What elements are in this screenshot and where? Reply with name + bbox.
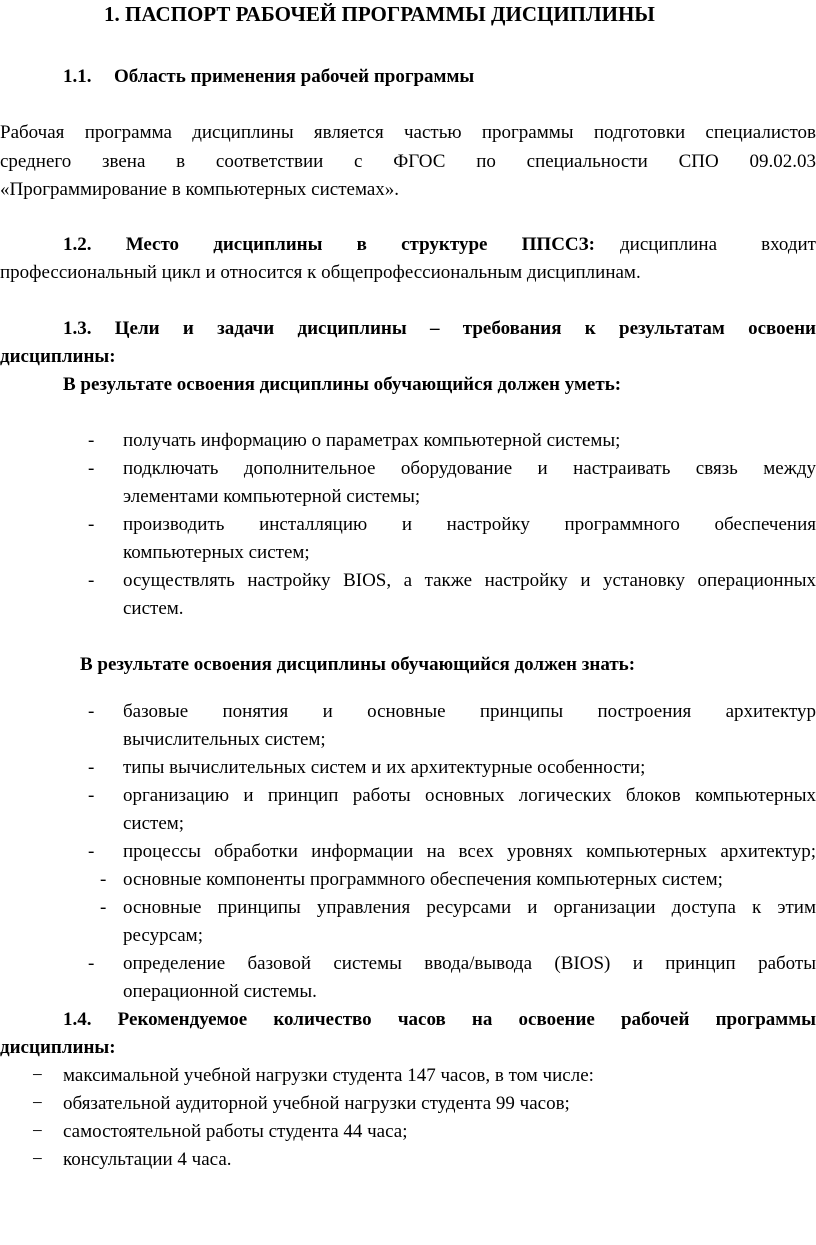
section-1-1-number: 1.1. (63, 66, 92, 87)
section-1-1-text-line: Рабочая программа дисциплины является частью программы подготовки специалистов (0, 122, 816, 143)
list-bullet: − (32, 1093, 43, 1114)
list-bullet: − (32, 1121, 43, 1142)
list-bullet: - (88, 785, 95, 806)
list-item-continuation: систем; (123, 813, 185, 834)
list-bullet: - (88, 701, 95, 722)
section-1-4-heading: 1.4. Рекомендуемое количество часов на освоение рабочей программы (63, 1009, 816, 1030)
list-item-continuation: ресурсам; (123, 925, 203, 946)
list-bullet: - (88, 458, 95, 479)
list-bullet: − (32, 1149, 43, 1170)
section-1-1-text-line: «Программирование в компьютерных системах». (0, 179, 400, 200)
section-1-1-heading: Область применения рабочей программы (114, 66, 475, 87)
list-bullet: - (88, 953, 95, 974)
page-title: 1. ПАСПОРТ РАБОЧЕЙ ПРОГРАММЫ ДИСЦИПЛИНЫ (104, 2, 655, 26)
list-item-continuation: компьютерных систем; (123, 542, 310, 563)
list-item-continuation: операционной системы. (123, 981, 317, 1002)
list-bullet: - (100, 897, 107, 918)
list-item: определение базовой системы ввода/вывода (BIOS) и принцип работы (123, 953, 816, 974)
list-item: организацию и принцип работы основных логических блоков компьютерных (123, 785, 816, 806)
list-bullet: − (32, 1065, 43, 1086)
list-bullet: - (88, 430, 95, 451)
section-1-2-text: профессиональный цикл и относится к общепрофессиональным дисциплинам. (0, 262, 641, 283)
list-item: основные компоненты программного обеспечения компьютерных систем; (123, 869, 723, 890)
list-bullet: - (88, 757, 95, 778)
list-item: типы вычислительных систем и их архитектурные особенности; (123, 757, 646, 778)
hours-item: консультации 4 часа. (63, 1149, 232, 1170)
list-bullet: - (88, 514, 95, 535)
list-item: базовые понятия и основные принципы построения архитектур (123, 701, 816, 722)
section-1-3-heading: дисциплины: (0, 346, 116, 367)
list-item-continuation: систем. (123, 598, 184, 619)
hours-item: обязательной аудиторной учебной нагрузки студента 99 часов; (63, 1093, 570, 1114)
list-item: получать информацию о параметрах компьютерной системы; (123, 430, 621, 451)
hours-item: максимальной учебной нагрузки студента 147 часов, в том числе: (63, 1065, 594, 1086)
skills-heading: В результате освоения дисциплины обучающийся должен уметь: (63, 374, 622, 395)
list-bullet: - (100, 869, 107, 890)
list-item-continuation: элементами компьютерной системы; (123, 486, 421, 507)
list-bullet: - (88, 841, 95, 862)
list-item: осуществлять настройку BIOS, а также настройку и установку операционных (123, 570, 816, 591)
section-1-3-heading: 1.3. Цели и задачи дисциплины – требования к результатам освоени (63, 318, 816, 339)
list-item: основные принципы управления ресурсами и организации доступа к этим (123, 897, 816, 918)
knowledge-heading: В результате освоения дисциплины обучающийся должен знать: (80, 654, 636, 675)
list-bullet: - (88, 570, 95, 591)
list-item: процессы обработки информации на всех уровнях компьютерных архитектур; (123, 841, 816, 862)
section-1-2-text: дисциплина входит (620, 234, 816, 255)
section-1-4-heading: дисциплины: (0, 1037, 116, 1058)
list-item: производить инсталляцию и настройку программного обеспечения (123, 514, 816, 535)
section-1-1-text-line: среднего звена в соответствии с ФГОС по специальности СПО 09.02.03 (0, 151, 816, 172)
section-1-2-heading: 1.2. Место дисциплины в структуре ППССЗ: (63, 234, 595, 255)
hours-item: самостоятельной работы студента 44 часа; (63, 1121, 408, 1142)
list-item-continuation: вычислительных систем; (123, 729, 326, 750)
list-item: подключать дополнительное оборудование и настраивать связь между (123, 458, 816, 479)
